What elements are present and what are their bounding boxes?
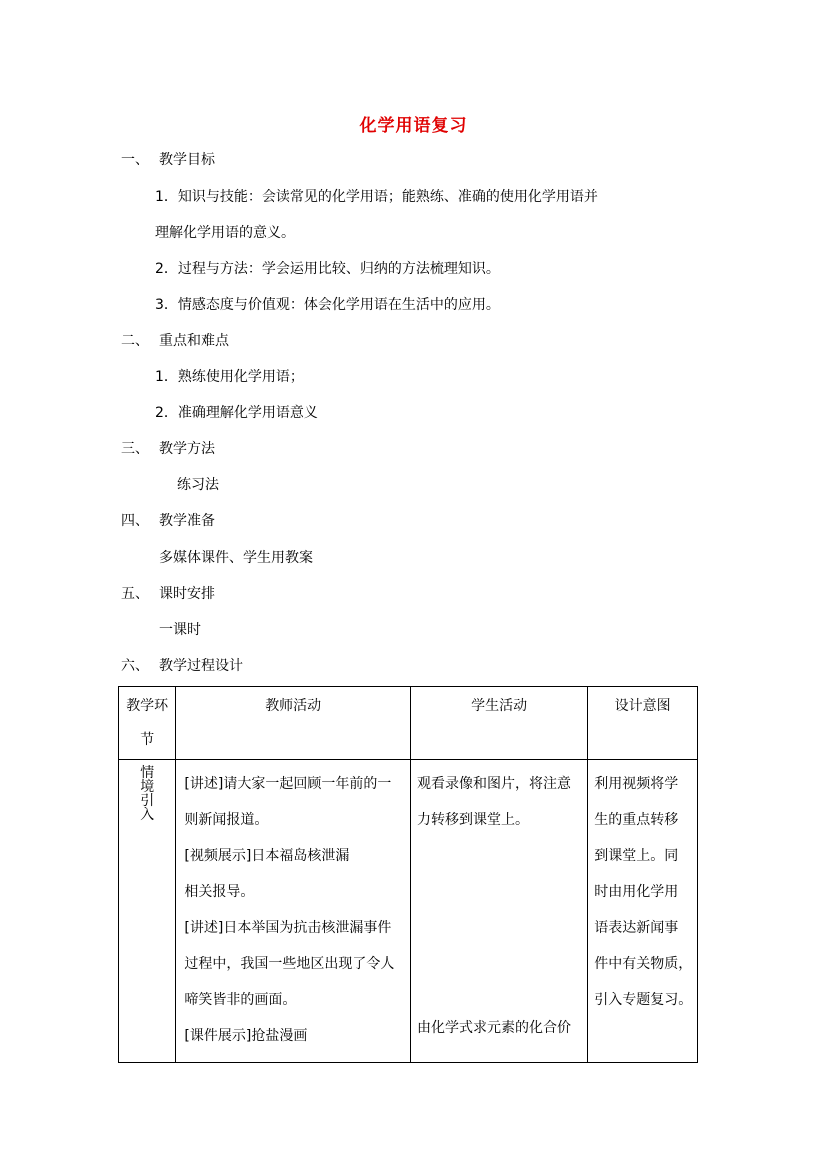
- header-student-label: 学生活动: [471, 698, 528, 714]
- key-point-1: 1．熟练使用化学用语；: [155, 369, 304, 385]
- teacher-activity-cell: [176, 760, 411, 1063]
- stage-char: 引: [140, 793, 155, 809]
- teacher-line: [课件展示]抢盐漫画: [184, 1028, 308, 1044]
- teaching-method: 练习法: [177, 477, 219, 493]
- section-label: 教学过程设计: [159, 658, 243, 674]
- teaching-process-table: [118, 686, 698, 1063]
- header-teacher-label: 教师活动: [265, 698, 322, 714]
- stage-vertical-text: [140, 766, 154, 822]
- section-label: 课时安排: [159, 586, 215, 602]
- teaching-preparation: 多媒体课件、学生用教案: [159, 550, 313, 566]
- table-header-row: [119, 687, 698, 760]
- section-label: 教学准备: [159, 513, 215, 529]
- intent-line: 语表达新闻事: [594, 920, 679, 936]
- student-line: 力转移到课堂上。: [417, 812, 529, 828]
- goal-1-line-2: 理解化学用语的意义。: [155, 225, 295, 241]
- section-number: 三、: [121, 441, 149, 457]
- intent-line: 引入专题复习。: [594, 992, 693, 1008]
- teacher-line: 过程中，我国一些地区出现了令人: [184, 956, 395, 972]
- student-line: 由化学式求元素的化合价: [417, 1020, 571, 1036]
- teacher-line: 则新闻报道。: [184, 812, 269, 828]
- teacher-line: 相关报导。: [184, 884, 255, 900]
- key-point-2: 2．准确理解化学用语意义: [155, 405, 318, 421]
- intent-line: 到课堂上。同: [594, 848, 679, 864]
- teacher-line: [讲述]请大家一起回顾一年前的一: [184, 776, 392, 792]
- intent-line: 利用视频将学: [594, 776, 679, 792]
- intent-line: 时由用化学用: [594, 884, 679, 900]
- header-design-intent: [588, 687, 698, 760]
- goal-3: 3．情感态度与价值观：体会化学用语在生活中的应用。: [155, 297, 500, 313]
- header-intent-label: 设计意图: [614, 698, 671, 714]
- section-heading: [121, 584, 215, 604]
- header-stage-line-2: 节: [140, 732, 155, 748]
- student-activity-cell: [411, 760, 588, 1063]
- intent-line: 生的重点转移: [594, 812, 679, 828]
- header-teacher-activity: [176, 687, 411, 760]
- stage-char: 境: [140, 779, 155, 795]
- section-heading: [121, 150, 215, 170]
- student-line: 观看录像和图片，将注意: [417, 776, 571, 792]
- section-label: 重点和难点: [159, 333, 229, 349]
- section-heading: [121, 511, 215, 531]
- teacher-line: [视频展示]日本福岛核泄漏: [184, 848, 350, 864]
- section-number: 四、: [121, 513, 149, 529]
- stage-cell: [119, 760, 176, 1063]
- goal-1-line-1: 1．知识与技能：会读常见的化学用语；能熟练、准确的使用化学用语并: [155, 189, 598, 205]
- header-stage-line-1: 教学环: [126, 698, 169, 714]
- section-heading: [121, 331, 229, 351]
- header-student-activity: [411, 687, 588, 760]
- table-row: [119, 760, 698, 1063]
- section-heading: [121, 656, 243, 676]
- header-stage: [119, 687, 176, 760]
- document-title: 化学用语复习: [359, 116, 468, 136]
- section-number: 六、: [121, 658, 149, 674]
- section-label: 教学方法: [159, 441, 215, 457]
- class-schedule: 一课时: [159, 622, 201, 638]
- intent-line: 件中有关物质，: [594, 956, 693, 972]
- stage-char: 入: [140, 807, 155, 823]
- teacher-line: [讲述]日本举国为抗击核泄漏事件: [184, 920, 392, 936]
- section-number: 二、: [121, 333, 149, 349]
- goal-2: 2．过程与方法：学会运用比较、归纳的方法梳理知识。: [155, 261, 500, 277]
- stage-char: 情: [140, 765, 155, 781]
- section-number: 一、: [121, 152, 149, 168]
- section-number: 五、: [121, 586, 149, 602]
- teacher-line: 啼笑皆非的画面。: [184, 992, 297, 1008]
- section-heading: [121, 439, 215, 459]
- design-intent-cell: [588, 760, 698, 1063]
- section-label: 教学目标: [159, 152, 215, 168]
